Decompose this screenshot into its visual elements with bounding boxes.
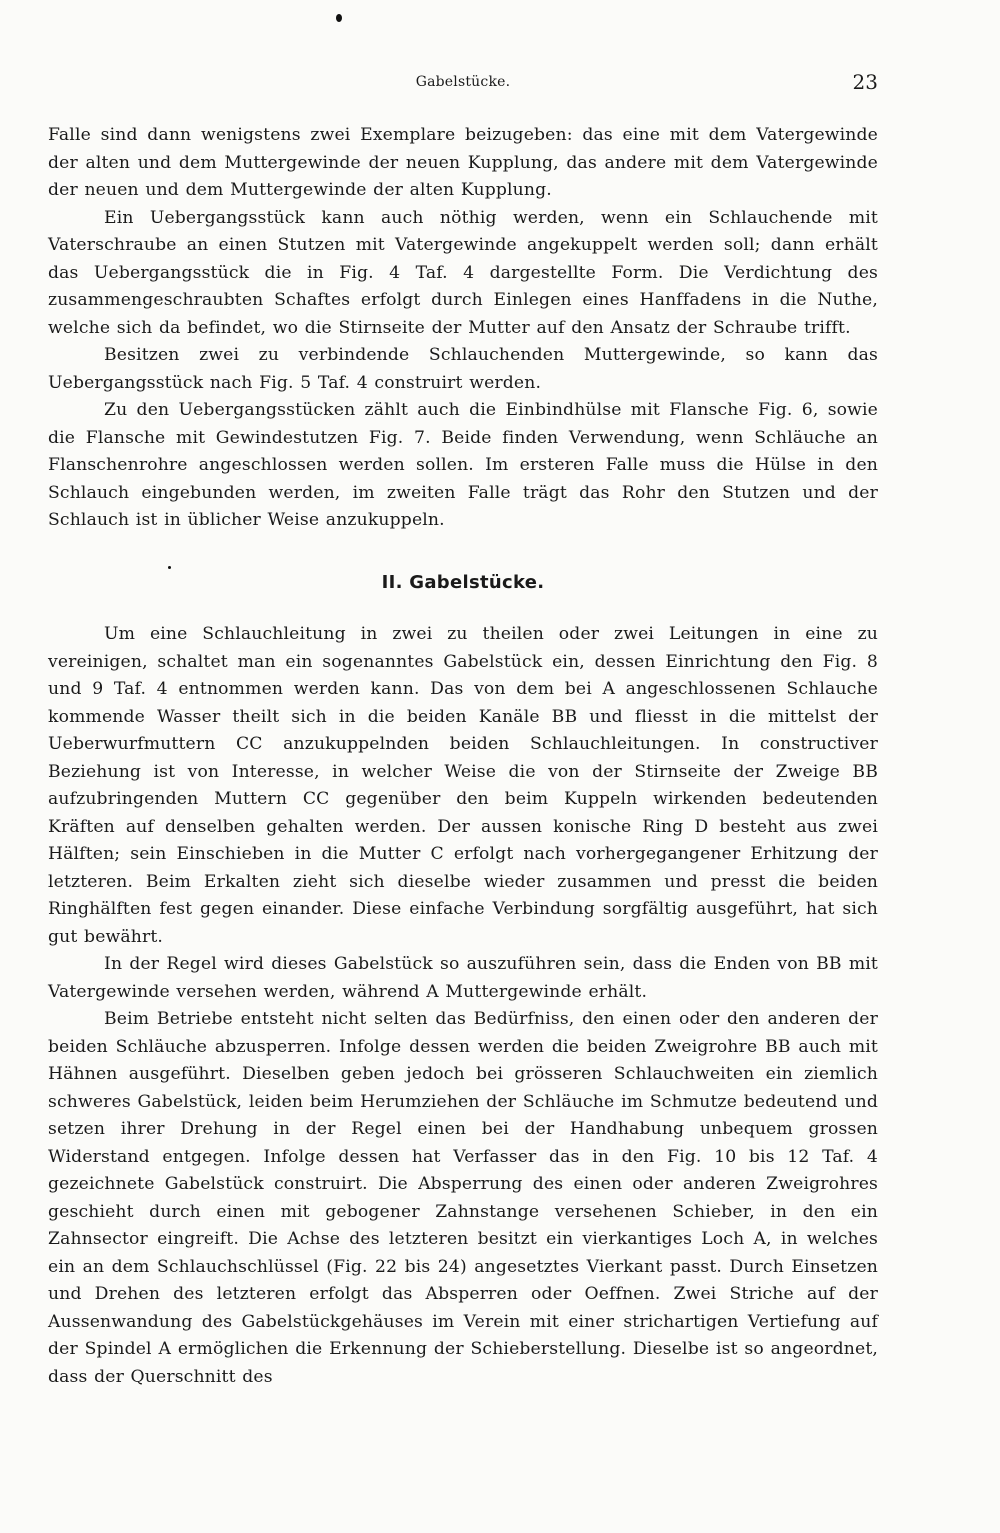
page-header [48,70,878,98]
paragraph: Beim Betriebe entsteht nicht selten das Bedürfniss, den einen oder den anderen der beiden Schläuche abzusperren. Infolge dessen werden die beiden Zweigrohre BB auch mit Hähnen ausgeführt. Dieselben geben jedoch bei grösseren Schlauchweiten ein ziemlich schweres Gabelstück, leiden beim Herumziehen der Schläuche im Schmutze bedeutend und setzen ihrer Drehung in der Regel einen bei der Handhabung unbequem grossen Widerstand entgegen. Infolge dessen hat Verfasser das in den Fig. 10 bis 12 Taf. 4 gezeichnete Gabelstück construirt. Die Absperrung des einen oder anderen Zweigrohres geschieht durch einen mit gebogener Zahnstange versehenen Schieber, in den ein Zahnsector eingreift. Die Achse des letzteren besitzt ein vierkantiges Loch A, in welches ein an dem Schlauchschlüssel (Fig. 22 bis 24) angesetztes Vierkant passt. Durch Einsetzen und Drehen des letzteren erfolgt das Absperren oder Oeffnen. Zwei Striche auf der Aussenwandung des Gabelstückgehäuses im Verein mit einer strichartigen Vertiefung auf der Spindel A ermöglichen die Erkennung der Schieberstellung. Dieselbe ist so angeordnet, dass der Querschnitt des [48,1009,878,1387]
paragraph: In der Regel wird dieses Gabelstück so auszuführen sein, dass die Enden von BB mit Vatergewinde versehen werden, während A Muttergewinde erhält. [48,954,878,1002]
paragraph: Ein Uebergangsstück kann auch nöthig werden, wenn ein Schlauchende mit Vaterschraube an einen Stutzen mit Vatergewinde angekuppelt werden soll; dann erhält das Uebergangsstück die in Fig. 4 Taf. 4 dargestellte Form. Die Verdichtung des zusammengeschraubten Schaftes erfolgt durch Einlegen eines Hanffadens in die Nuthe, welche sich da befindet, wo die Stirnseite der Mutter auf den Ansatz der Schraube trifft. [48,207,878,338]
paragraph: Um eine Schlauchleitung in zwei zu theilen oder zwei Leitungen in eine zu vereinigen, schaltet man ein sogenanntes Gabelstück ein, dessen Einrichtung den Fig. 8 und 9 Taf. 4 entnommen werden kann. Das von dem bei A angeschlossenen Schlauche kommende Wasser theilt sich in die beiden Kanäle BB und fliesst in die mittelst der Ueberwurfmuttern CC anzukuppelnden beiden Schlauchleitungen. In constructiver Beziehung ist von Interesse, in welcher Weise die von der Stirnseite der Zweige BB aufzubringenden Muttern CC gegenüber den beim Kuppeln wirkenden bedeutenden Kräften auf denselben gehalten werden. Der aussen konische Ring D besteht aus zwei Hälften; sein Einschieben in die Mutter C erfolgt nach vorhergegangener Erhitzung der letzteren. Beim Erkalten zieht sich dieselbe wieder zusammen und presst die beiden Ringhälften fest gegen einander. Diese einfache Verbindung sorgfältig ausgeführt, hat sich gut bewährt. [48,624,878,947]
section-heading: II. Gabelstücke. [381,572,545,593]
paragraph-continuation: Falle sind dann wenigstens zwei Exemplare beizugeben: das eine mit dem Vatergewinde der alten und dem Muttergewinde der neuen Kupplung, das andere mit dem Vatergewinde der neuen und dem Muttergewinde der alten Kupplung. [48,125,878,200]
print-speck [336,14,342,22]
page-number: 23 [852,70,878,94]
text-block-top [48,122,878,535]
paragraph: Zu den Uebergangsstücken zählt auch die Einbindhülse mit Flansche Fig. 6, sowie die Flansche mit Gewindestutzen Fig. 7. Beide finden Verwendung, wenn Schläuche an Flanschenrohre angeschlossen werden sollen. Im ersteren Falle muss die Hülse in den Schlauch eingebunden werden, im zweiten Falle trägt das Rohr den Stutzen und der Schlauch ist in üblicher Weise anzukuppeln. [48,400,878,530]
print-speck [168,566,171,569]
text-block-bottom [48,621,878,1391]
running-title: Gabelstücke. [415,74,511,90]
paragraph: Besitzen zwei zu verbindende Schlauchenden Muttergewinde, so kann das Uebergangsstück nach Fig. 5 Taf. 4 construirt werden. [48,345,878,393]
